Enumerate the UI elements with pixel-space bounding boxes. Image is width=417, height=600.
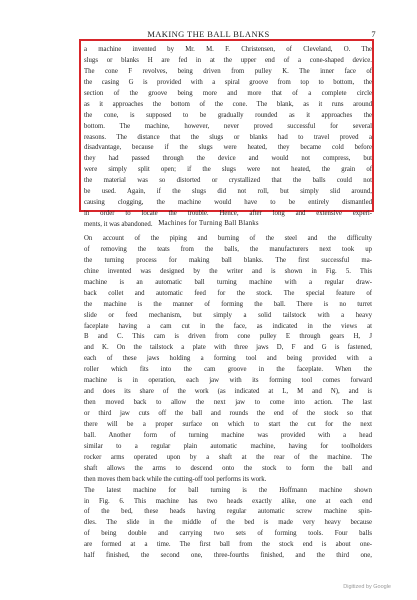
text-line: each of these jaws holding a forming tool and being provided with a <box>84 355 372 363</box>
text-line: the machine is the manner of forming the ball. There is no turret <box>84 300 372 308</box>
text-line: dles. The slide in the middle of the bed is made very heavy because <box>84 519 372 527</box>
digitized-watermark: Digitized by Google <box>343 584 391 590</box>
text-line: of the bed, these heads having regular automatic screw machine spin- <box>84 508 372 516</box>
text-line: in Fig. 6. This machine has two heads exactly alike, one at each end <box>84 497 372 505</box>
body-text <box>84 234 372 562</box>
text-line: a machine invented by Mr. M. F. Christensen, of Cleveland, O. The <box>84 46 372 53</box>
text-line: half finished, the second one, three-fourths finished, and the third one, <box>84 552 372 560</box>
text-line: The cone F revolves, being driven from pulley K. The inner face of <box>84 67 372 75</box>
text-line: bottom. The machine, however, never proved successful for several <box>84 122 372 130</box>
text-line: they had passed through the device and would not compress, but <box>84 155 372 163</box>
text-line: section of the groove being more and more that of a complete circle <box>84 89 372 97</box>
text-line: then moved back to allow the next jaw to come into action. The last <box>84 399 372 407</box>
text-line: shaft allows the arms to descend onto the stock to form the ball and <box>84 464 372 472</box>
text-line: slugs or blanks H are fed in at the upper end of a cone-shaped device. <box>84 56 372 64</box>
text-line: The latest machine for ball turning is the Hoffmann machine shown <box>84 486 372 494</box>
text-line: then moves them back while the cutting-off tool performs its work. <box>84 475 267 483</box>
text-line: the material was so distorted or crystallized that the balls could not <box>84 177 372 185</box>
section-heading: Machines for Turning Ball Blanks <box>158 220 259 227</box>
text-line: of removing the teats from the balls, the manufacturers next took up <box>84 245 372 253</box>
text-line: On account of the piping and burning of the steel and the difficulty <box>84 235 372 242</box>
text-line: ments, it was abandoned. <box>84 221 153 228</box>
text-line: the casing G is provided with a spiral groove from top to bottom, the <box>84 78 372 86</box>
text-line: B and C. This cam is driven from cone pulley E through gears H, J <box>84 333 372 341</box>
text-line: faceplate having a cam cut in the face, as indicated in the views at <box>84 322 372 330</box>
text-line: ball. Another form of turning machine was provided with a head <box>84 431 372 439</box>
text-line: machine is in operation, each jaw with its forming tool comes forward <box>84 377 372 385</box>
text-line: the cone, is supposed to be gradually rounded as it approaches the <box>84 111 372 119</box>
text-line: or third jaw cuts off the ball and rounds the end of the stock so that <box>84 410 372 417</box>
text-line: be used. Again, if the slugs did not roll, but simply slid around, <box>84 188 372 196</box>
text-line: in order to locate the trouble. Hence, after long and extensive experi- <box>84 210 372 218</box>
text-line: chine invented was designed by the writer and is shown in Fig. 5. This <box>84 267 372 275</box>
text-line: as it approaches the bottom of the cone. The blank, as it runs around <box>84 100 372 108</box>
text-line: roller which fits into the cam groove in the faceplate. When the <box>84 366 372 374</box>
text-line: disadvantage, because if the slugs were heated, they became cold before <box>84 144 372 152</box>
text-line: back collet and automatic feed for the stock. The special feature of <box>84 289 372 297</box>
text-line: slide or feed mechanism, but simply a solid tailstock with a heavy <box>84 311 372 319</box>
text-line: causing clogging, the machine would have to be entirely dismantled <box>84 199 372 207</box>
text-line: and does its share of the work (as indicated at L, M and N), and is <box>84 388 372 396</box>
text-line: the turning process for making ball blanks. The first successful ma- <box>84 256 372 264</box>
text-line: reasons. The distance that the slugs or blanks had to travel proved a <box>84 133 372 141</box>
highlighted-paragraph <box>84 45 372 231</box>
text-line: rocker arms operated upon by a shaft at the rear of the machine. The <box>84 453 372 461</box>
text-line: were simply split open; if the slugs were not heated, the grain of <box>84 166 372 174</box>
text-line: similar to a regular plain automatic machine, having for toolholders <box>84 442 372 450</box>
text-line: are formed at a time. The first ball from the stock end is about one- <box>84 541 372 549</box>
text-line: of being double and carrying two sets of forming tools. Four balls <box>84 530 372 538</box>
text-line: and K. On the tailstock a plate with three jaws D, F and G is fastened, <box>84 344 372 352</box>
running-title: MAKING THE BALL BLANKS <box>147 29 270 39</box>
text-line: machine is an automatic ball turning machine with a regular draw- <box>84 278 372 286</box>
page-number: 7 <box>371 29 376 39</box>
text-line: there will be a proper surface on which to start the cut for the next <box>84 420 372 428</box>
